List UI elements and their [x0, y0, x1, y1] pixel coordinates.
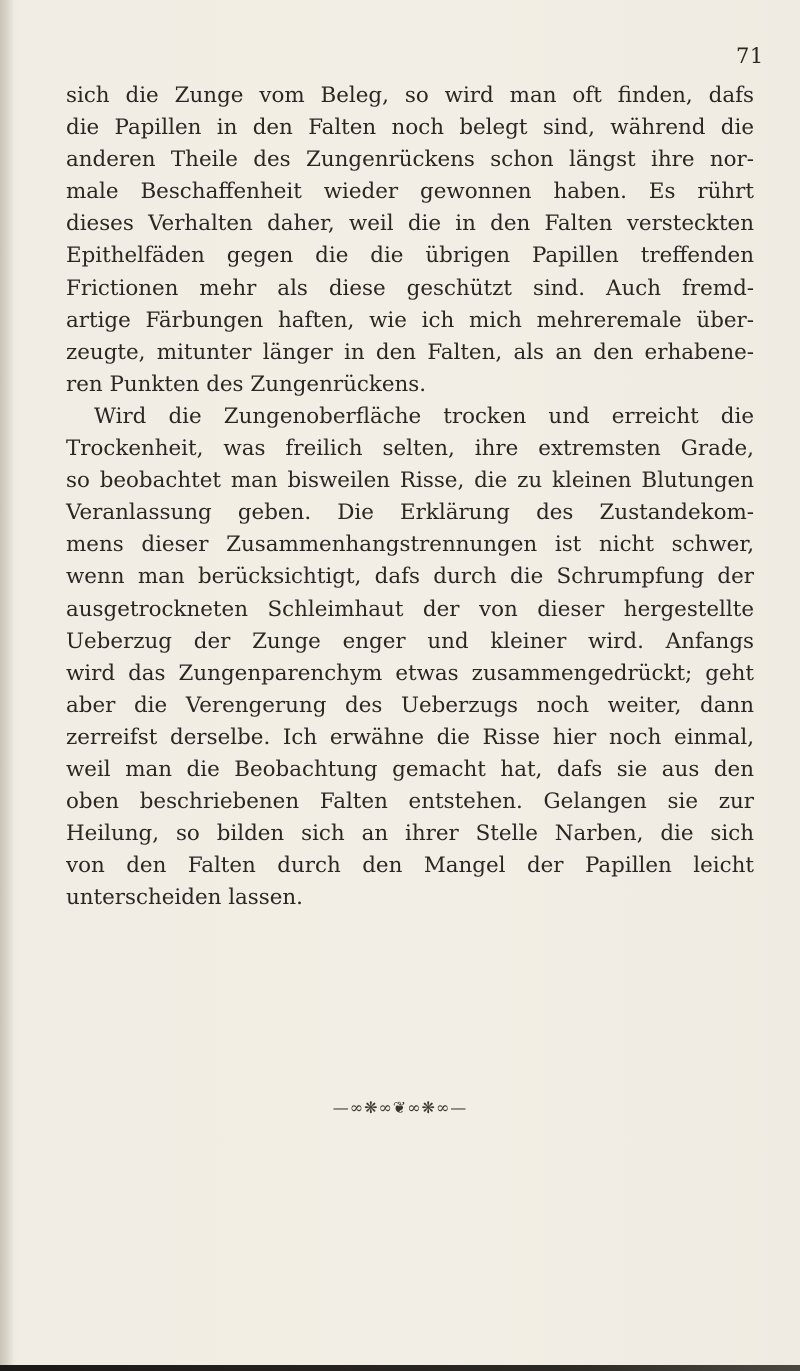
gutter-shadow: [0, 0, 14, 1371]
text-line: Heilung, so bilden sich an ihrer Stelle Narben, die sich: [66, 821, 754, 847]
text-line: von den Falten durch den Mangel der Papillen leicht: [66, 853, 754, 879]
text-line: mens dieser Zusammenhangstrennungen ist nicht schwer,: [66, 532, 754, 558]
text-line: sich die Zunge vom Beleg, so wird man oft finden, dafs: [66, 83, 754, 108]
text-line: so beobachtet man bisweilen Risse, die zu kleinen Blutungen: [66, 468, 754, 494]
text-line: oben beschriebenen Falten entstehen. Gelangen sie zur: [66, 789, 754, 815]
text-line: zeugte, mitunter länger in den Falten, als an den erhabene-: [66, 339, 754, 365]
text-line: dieses Verhalten daher, weil die in den Falten versteckten: [66, 211, 754, 237]
text-line: zerreifst derselbe. Ich erwähne die Risse hier noch einmal,: [66, 724, 754, 750]
text-line: male Beschaffenheit wieder gewonnen haben. Es rührt: [66, 179, 754, 205]
text-line: aber die Verengerung des Ueberzugs noch weiter, dann: [66, 692, 754, 718]
text-line: wenn man berücksichtigt, dafs durch die Schrumpfung der: [66, 564, 754, 590]
text-line: ren Punkten des Zungenrückens.: [66, 371, 427, 397]
text-line: weil man die Beobachtung gemacht hat, dafs sie aus den: [66, 756, 754, 782]
text-line: Epithelfäden gegen die die übrigen Papillen treffenden: [66, 243, 754, 269]
ornament-glyphs: —∞❋∞❦∞❋∞—: [332, 1098, 468, 1117]
text-line: die Papillen in den Falten noch belegt sind, während die: [66, 115, 754, 141]
decorative-flourish-icon: [0, 1098, 800, 1117]
page-number: 71: [736, 44, 764, 68]
text-line: Ueberzug der Zunge enger und kleiner wird. Anfangs: [66, 628, 754, 654]
text-line: ausgetrockneten Schleimhaut der von dieser hergestellte: [66, 596, 754, 622]
body-text: [66, 80, 754, 914]
text-line: unterscheiden lassen.: [66, 885, 303, 911]
text-line: artige Färbungen haften, wie ich mich mehreremale über-: [66, 307, 754, 333]
text-line: Wird die Zungenoberfläche trocken und erreicht die: [94, 403, 754, 429]
page-bottom-edge: [0, 1365, 800, 1371]
text-line: Veranlassung geben. Die Erklärung des Zustandekom-: [66, 500, 754, 526]
text-line: anderen Theile des Zungenrückens schon längst ihre nor-: [66, 147, 754, 173]
text-line: Trockenheit, was freilich selten, ihre extremsten Grade,: [66, 436, 754, 462]
text-line: Frictionen mehr als diese geschützt sind. Auch fremd-: [66, 275, 754, 301]
text-line: wird das Zungenparenchym etwas zusammengedrückt; geht: [66, 660, 754, 686]
